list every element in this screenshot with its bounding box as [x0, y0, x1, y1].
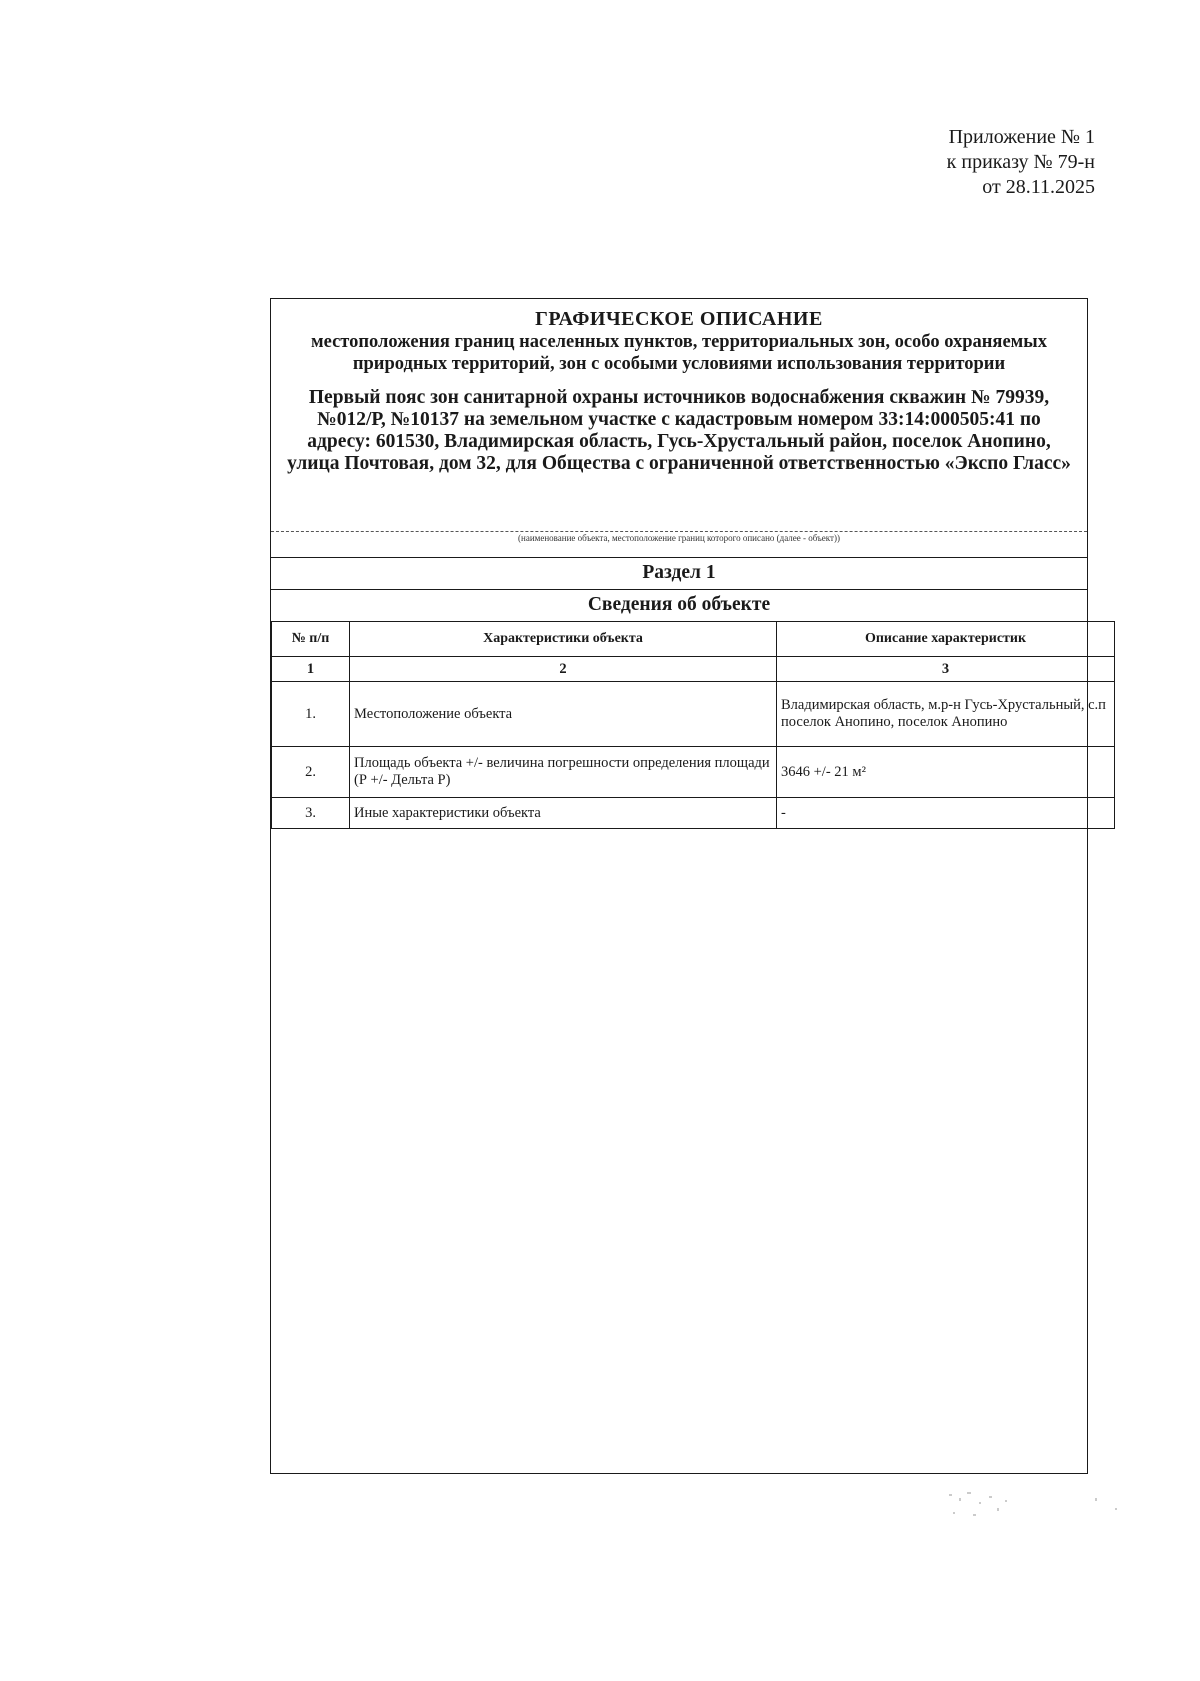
document-frame — [270, 298, 1106, 1474]
appendix-reference — [947, 125, 1095, 200]
column-index: 2 — [350, 657, 777, 682]
row-description: Владимирская область, м.р-н Гусь-Хрустальный, с.п поселок Анопино, поселок Анопино — [777, 682, 1115, 747]
section-title: Сведения об объекте — [271, 589, 1087, 621]
column-index-row — [272, 657, 1115, 682]
header-characteristic: Характеристики объекта — [350, 622, 777, 657]
header-description: Описание характеристик — [777, 622, 1115, 657]
row-number: 1. — [272, 682, 350, 747]
column-index: 3 — [777, 657, 1115, 682]
document-title: ГРАФИЧЕСКОЕ ОПИСАНИЕ — [535, 308, 823, 330]
document-subtitle: местоположения границ населенных пунктов, территориальных зон, особо охраняемых природных территорий, зон с особыми условиями использования территории — [311, 332, 1047, 374]
order-date: от 28.11.2025 — [982, 176, 1095, 198]
table-header-row — [272, 622, 1115, 657]
row-characteristic: Местоположение объекта — [350, 682, 777, 747]
title-block — [271, 307, 1087, 475]
order-number: к приказу № 79-н — [946, 151, 1095, 173]
section-label: Раздел 1 — [271, 557, 1087, 589]
object-caption: (наименование объекта, местоположение границ которого описано (далее - объект)) — [518, 533, 840, 543]
row-number: 3. — [272, 798, 350, 829]
scan-artifact — [945, 1488, 1135, 1538]
row-number: 2. — [272, 747, 350, 798]
header-number: № п/п — [272, 622, 350, 657]
table-row — [272, 798, 1115, 829]
appendix-number: Приложение № 1 — [948, 126, 1095, 148]
row-characteristic: Площадь объекта +/- величина погрешности определения площади (Р +/- Дельта Р) — [350, 747, 777, 798]
table-row — [272, 747, 1115, 798]
table-row — [272, 682, 1115, 747]
column-index: 1 — [272, 657, 350, 682]
row-description: - — [777, 798, 1115, 829]
row-characteristic: Иные характеристики объекта — [350, 798, 777, 829]
object-info-table — [271, 621, 1115, 829]
row-description: 3646 +/- 21 м² — [777, 747, 1115, 798]
object-name: Первый пояс зон санитарной охраны источников водоснабжения скважин № 79939, №012/Р, №10137 на земельном участке с кадастровым номером 33:14:000505:41 по адресу: 601530, Владимирская область, Гусь-Хрустальный район, поселок Анопино, улица Почтовая, дом 32, для Общества с ограниченной ответственностью «Экспо Гласс» — [287, 387, 1071, 474]
caption-underline — [271, 531, 1087, 532]
